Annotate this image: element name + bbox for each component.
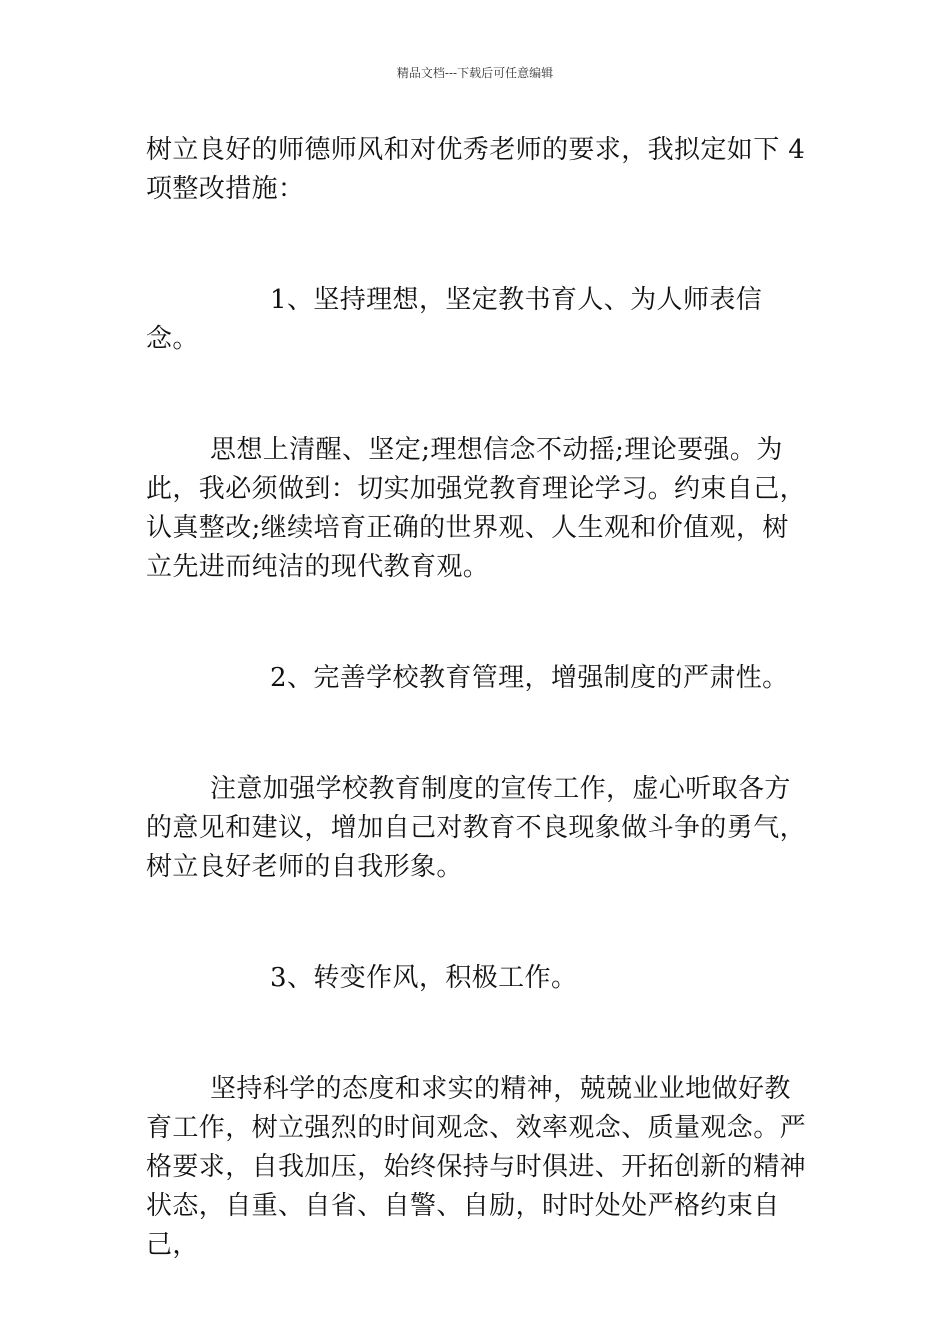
page-header: 精品文档---下载后可任意编辑: [396, 66, 554, 80]
measure-2-paragraph: 注意加强学校教育制度的宣传工作，虚心听取各方的意见和建议，增加自己对教育不良现象做斗争的勇气，树立良好老师的自我形象。: [146, 774, 807, 882]
measure-1-paragraph: 思想上清醒、坚定;理想信念不动摇;理论要强。为此，我必须做到：切实加强党教育理论学习。约束自己，认真整改;继续培育正确的世界观、人生观和价值观，树立先进而纯洁的现代教育观。: [146, 435, 807, 582]
measure-3-heading: 3、转变作风，积极工作。: [270, 963, 578, 993]
measure-2-heading: 2、完善学校教育管理，增强制度的严肃性。: [270, 663, 789, 693]
measure-1-heading: 1、坚持理想，坚定教书育人、为人师表信念。: [146, 285, 763, 354]
measure-3-paragraph: 坚持科学的态度和求实的精神，兢兢业业地做好教育工作，树立强烈的时间观念、效率观念、质量观念。严格要求，自我加压，始终保持与时俱进、开拓创新的精神状态，自重、自省、自警、自励，时时处处严格约束自己，: [146, 1074, 807, 1260]
intro-paragraph: 树立良好的师德师风和对优秀老师的要求，我拟定如下 4 项整改措施：: [146, 135, 806, 204]
document-body: [146, 131, 811, 1265]
